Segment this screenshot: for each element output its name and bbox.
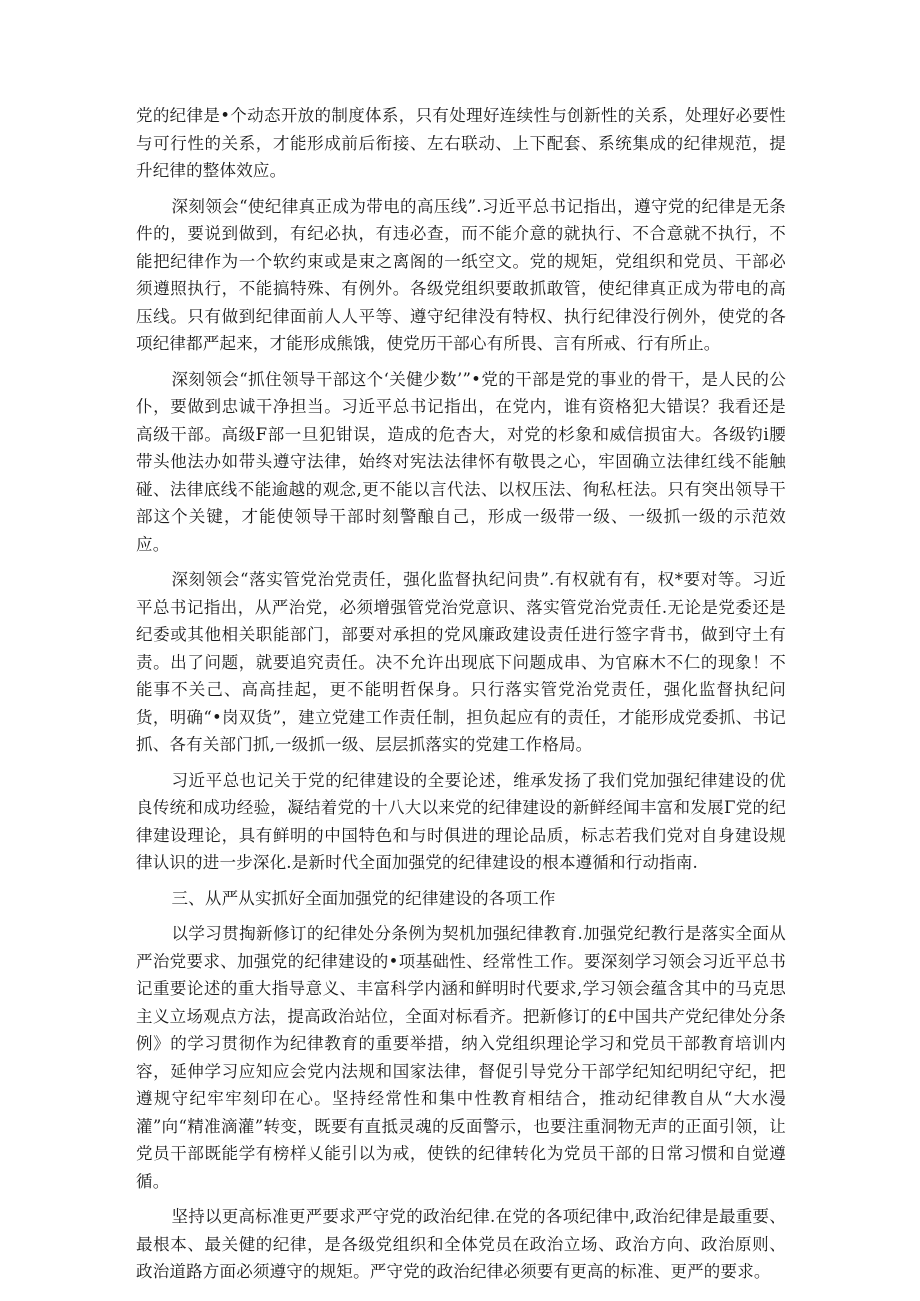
paragraph-summary: 习近平总也记关于党的纪律建设的全要论述，维承发扬了我们党加强纪律建设的优良传统和成功经验，凝结着党的十八大以来党的纪律建设的新鲜经闻丰富和发展Γ党的纪律建设理论，具有鲜明的中国特色和与时俱进的理论品质，标志若我们党对自身建设规律认识的进一步深化.是新时代全面加强党的纪律建设的根本遵循和行动指南. [136, 770, 786, 872]
paragraph-high-voltage-line: 深刻领会“使纪律真正成为带电的高压线”.习近平总书记指出，遵守党的纪律是无条件的，要说到做到，有纪必执，有违必查，而不能介意的就执行、不合意就不执行，不能把纪律作为一个软约束或是束之离阁的一纸空文。党的规矩，党组织和党员、干部必须遵照执行，不能搞特殊、有例外。各级党组织要敢抓敢管，使纪律真正成为带电的高压线。只有做到纪律面前人人平等、遵守纪律没有特权、执行纪律没行例外，使党的各项纪律都严起来，才能形成熊饿，使党历干部心有所畏、言有所戒、行有所止。 [136, 196, 786, 353]
section-heading: 三、从严从实抓好全面加强党的纪律建设的各项工作 [171, 888, 556, 908]
paragraph-political-discipline: 坚持以更高标准更严要求严守党的政治纪律.在党的各项纪律中,政治纪律是最重要、最根本、最关健的纪律，是各级党组织和全体党员在政治立场、政治方向、政治原则、政治道路方面必须遵守的规矩。严守党的政治纪律必须要有更高的标准、更严的要求。 [136, 1207, 786, 1281]
document-page [136, 102, 786, 1294]
paragraph-discipline-education: 以学习贯掏新修订的纪律处分条例为契机加强纪律教育.加强党纪教行是落实全面从严治党要求、加强党的纪律建设的•项基础性、经常性工作。要深刻学习领会习近平总书记重要论述的重大指导意义、丰富科学内涵和鲜明时代要求,学习领会蕴含其中的马克思主义立场观点方法，提高政治站位，全面对标看齐。把新修订的£中国共产党纪律处分条例》的学习贯彻作为纪律教育的重要举措，纳入党组织理论学习和党员干部教育培训内容，延伸学习应知应会党内法规和国家法律，督促引导党分干部学纪知纪明纪守纪，把遵规守纪牢牢刻印在心。坚持经常性和集中性教育相结合，推动纪律教自从“大水漫灌”向“精准滴灌”转变，既要有直抵灵魂的反面警示，也要注重洞物无声的正面引领，让党员干部既能学有榜样乂能引以为戒，使铁的纪律转化为党员干部的日常习惯和自觉遵循。 [136, 924, 786, 1191]
paragraph-key-minority: 深刻领会“抓住领导干部这个‘关健少数’”•党的干部是党的事业的骨干，是人民的公仆，要做到忠诚干净担当。习近平总书记指出，在党内，谁有资格犯大错误？我看还是高级干部。高级F部一旦犯钳误，造成的危杏大，对党的杉象和威信损宙大。各级钓i腰带头他法办如带头遵守法律，始终对宪法法律怀有敬畏之心，牢固确立法律红线不能触碰、法律底线不能逾越的观念,更不能以言代法、以权压法、徇私枉法。只有突出领导干部这个关键，才能使领导干部时刻警酿自己，形成一级带一级、一级抓一级的示范效应。 [136, 369, 786, 554]
paragraph-responsibility: 深刻领会“落实管党治党责任，强化监督执纪问贵”.有权就有有，权*要对等。习近平总书记指出，从严治党，必须增强管党治党意识、落实管党治党责任.无论是党委还是纪委或其他相关职能部门，部要对承担的党风廉政建设责任进行签字背书，做到守土有责。出了问题，就要追究责任。决不允许出现底下问题成串、为官麻木不仁的现象！不能事不关己、高高挂起，更不能明哲保身。只行落实管党治党责任，强化监督执纪问货，明确“•岗双货”，建立党建工作责任制，担负起应有的责任，才能形成党委抓、书记抓、各有关部门抓,一级抓一级、层层抓落实的党建工作格局。 [136, 570, 786, 754]
paragraph-continuation: 党的纪律是•个动态开放的制度体系，只有处理好连续性与创新性的关系，处理好必要性与可行性的关系，才能形成前后衔接、左右联动、上下配套、系统集成的纪律规范，提升纪律的整体效应。 [136, 106, 786, 180]
